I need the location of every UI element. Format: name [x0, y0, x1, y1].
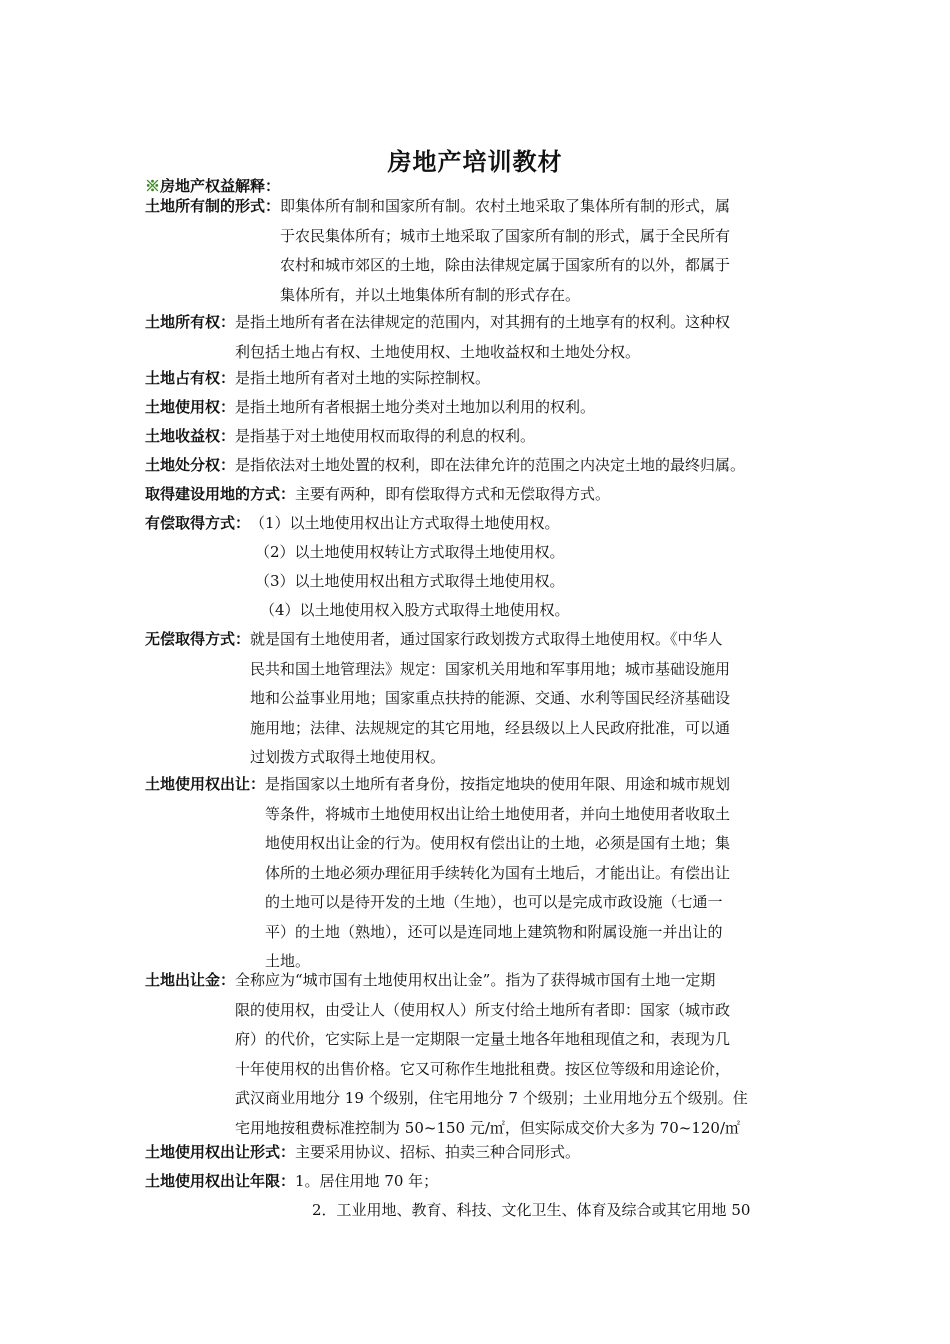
entry-free-acquisition: [145, 625, 810, 773]
entry-grant-term-limits: [145, 1167, 810, 1197]
entry-term: 土地占有权：: [145, 369, 236, 387]
entry-land-disposal-right: [145, 451, 810, 481]
entry-land-grant-fee: [145, 966, 810, 1143]
entry-line: 民共和国土地管理法》规定：国家机关用地和军事用地；城市基础设施用: [250, 659, 731, 678]
entry-body: [235, 451, 810, 481]
paid-method-item: （3）以土地使用权出租方式取得土地使用权。: [255, 572, 565, 590]
entry-line: 于农民集体所有；城市土地采取了国家所有制的形式，属于全民所有: [280, 226, 731, 245]
entry-line: 武汉商业用地分 19 个级别，住宅用地分 7 个级别；土业用地分五个级别。住: [235, 1089, 748, 1107]
entry-body: [280, 192, 810, 310]
entry-paid-acquisition: [145, 509, 810, 539]
paid-method-item: （2）以土地使用权转让方式取得土地使用权。: [255, 543, 565, 561]
entry-term: 土地收益权：: [145, 427, 236, 445]
entry-line: 就是国有土地使用者，通过国家行政划拨方式取得土地使用权。《中华人: [250, 630, 723, 648]
entry-line: 农村和城市郊区的土地，除由法律规定属于国家所有的以外，都属于: [280, 256, 731, 274]
entry-line: 施用地；法律、法规规定的其它用地，经县级以上人民政府批准，可以通: [250, 718, 731, 737]
entry-term: 土地使用权出让形式：: [145, 1143, 296, 1161]
entry-term: 取得建设用地的方式：: [145, 485, 296, 503]
entry-land-possession-right: [145, 364, 810, 394]
entry-line: 集体所有，并以土地集体所有制的形式存在。: [280, 285, 581, 304]
entry-line: 府）的代价，它实际上是一定期限一定量土地各年地租现值之和，表现为几: [235, 1030, 731, 1048]
entry-term: 土地使用权出让年限：: [145, 1172, 296, 1190]
entry-body: [295, 1138, 810, 1168]
entry-term: 土地出让金：: [145, 971, 236, 989]
entry-body: [235, 364, 810, 394]
entry-line: 地使用权出让金的行为。使用权有偿出让的土地，必须是国有土地；集: [265, 834, 731, 852]
entry-land-use-right: [145, 393, 810, 423]
entry-line: 的土地可以是待开发的土地（生地），也可以是完成市政设施（七通一: [265, 893, 723, 911]
entry-line: 是指国家以土地所有者身份，按指定地块的使用年限、用途和城市规划: [265, 775, 731, 793]
entry-line: 主要有两种，即有偿取得方式和无偿取得方式。: [295, 485, 611, 503]
entry-body: [295, 480, 810, 510]
entry-line: 等条件，将城市土地使用权出让给土地使用者，并向土地使用者收取土: [265, 804, 731, 823]
entry-line: 是指土地所有者在法律规定的范围内，对其拥有的土地享有的权利。这种权: [235, 313, 731, 331]
section-label: 房地产权益解释：: [160, 177, 281, 195]
entry-body: [235, 393, 810, 423]
entry-body: [235, 966, 810, 1143]
entry-land-ownership-right: [145, 308, 810, 367]
entry-land-income-right: [145, 422, 810, 452]
entry-line: 土地。: [265, 952, 311, 970]
entry-line: 过划拨方式取得土地使用权。: [250, 748, 446, 766]
entry-line: 1。居住用地 70 年；: [295, 1172, 439, 1190]
entry-line: 是指依法对土地处置的权利，即在法律允许的范围之内决定土地的最终归属。: [235, 456, 746, 474]
entry-body: [265, 770, 810, 977]
entry-term: 土地处分权：: [145, 456, 236, 474]
entry-term: 土地所有制的形式：: [145, 197, 281, 215]
entry-line: 平）的土地（熟地），还可以是连同地上建筑物和附属设施一并出让的: [265, 922, 723, 941]
paid-method-item: （4）以土地使用权入股方式取得土地使用权。: [260, 601, 570, 619]
reference-mark: ※: [145, 177, 161, 195]
entry-line: （1）以土地使用权出让方式取得土地使用权。: [250, 514, 560, 532]
entry-line: 即集体所有制和国家所有制。农村土地采取了集体所有制的形式，属: [280, 197, 731, 215]
entry-term: 无偿取得方式：: [145, 630, 251, 648]
entry-line: 地和公益事业用地；国家重点扶持的能源、交通、水利等国民经济基础设: [250, 689, 731, 707]
entry-line: 是指土地所有者对土地的实际控制权。: [235, 369, 491, 387]
entry-body: [250, 509, 810, 539]
entry-line: 是指基于对土地使用权而取得的利息的权利。: [235, 427, 536, 445]
entry-line: 十年使用权的出售价格。它又可称作生地批租费。按区位等级和用途论价，: [235, 1059, 731, 1078]
entry-term: 有偿取得方式：: [145, 514, 251, 532]
term-limit-item: 2．工业用地、教育、科技、文化卫生、体育及综合或其它用地 50: [312, 1201, 751, 1219]
document-title: 房地产培训教材: [387, 147, 563, 176]
entry-term: 土地使用权出让：: [145, 775, 266, 793]
entry-line: 主要采用协议、招标、拍卖三种合同形式。: [295, 1143, 581, 1161]
entry-body: [235, 422, 810, 452]
entry-line: 体所的土地必须办理征用手续转化为国有土地后，才能出让。有偿出让: [265, 863, 731, 882]
entry-term: 土地所有权：: [145, 313, 236, 331]
entry-line: 限的使用权，由受让人（使用权人）所支付给土地所有者即：国家（城市政: [235, 1000, 731, 1019]
entry-line: 宅用地按租费标准控制为 50~150 元/㎡，但实际成交价大多为 70~120/㎡: [235, 1118, 741, 1137]
entry-line: 全称应为“城市国有土地使用权出让金”。指为了获得城市国有土地一定期: [235, 971, 716, 989]
entry-land-ownership-form: [145, 192, 810, 310]
entry-line: 利包括土地占有权、土地使用权、土地收益权和土地处分权。: [235, 342, 641, 361]
entry-land-use-right-grant: [145, 770, 810, 977]
entry-body: [235, 308, 810, 367]
entry-line: 是指土地所有者根据土地分类对土地加以利用的权利。: [235, 398, 596, 416]
entry-body: [295, 1167, 810, 1197]
entry-term: 土地使用权：: [145, 398, 236, 416]
entry-body: [250, 625, 810, 773]
entry-grant-forms: [145, 1138, 810, 1168]
entry-construction-land-methods: [145, 480, 810, 510]
